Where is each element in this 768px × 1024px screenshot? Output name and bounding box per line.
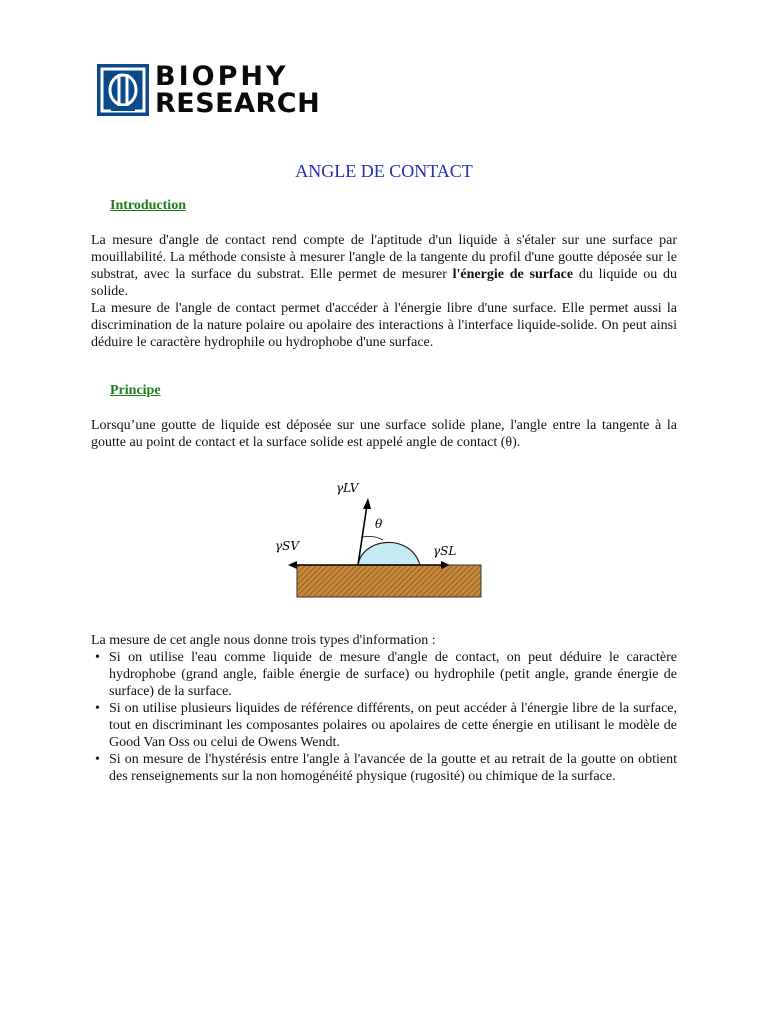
bullet-icon: •: [95, 650, 100, 665]
arrow-lv-head: [363, 498, 371, 509]
logo-text: [155, 63, 320, 117]
introduction-paragraph-1: [91, 232, 677, 300]
list-item-text: Si on utilise plusieurs liquides de référence différents, on peut accéder à l'énergie libre de la surface, tout en discriminant les composantes polaires ou apolaires de cette énergie en utilisant le modèle de Good Van Oss ou celui de Owens Wendt.: [109, 701, 677, 750]
information-intro: La mesure de cet angle nous donne trois types d'information :: [91, 633, 436, 648]
logo-line-1: BIOPHY: [155, 61, 289, 92]
intro-p1-bold: l'énergie de surface: [452, 267, 574, 282]
principe-heading: Principe: [110, 383, 161, 398]
logo-line-2: RESEARCH: [155, 88, 321, 119]
bullet-icon: •: [95, 752, 100, 767]
list-item: [91, 751, 677, 785]
introduction-paragraph-2: La mesure de l'angle de contact permet d'accéder à l'énergie libre d'une surface. Elle permet aussi la discrimination de la nature polaire ou apolaire des interactions à l'interface liquide-solide. On peut ainsi déduire le caractère hydrophile ou hydrophobe d'une surface.: [91, 301, 677, 350]
biophy-research-logo: [97, 63, 320, 117]
list-item-text: Si on mesure de l'hystérésis entre l'angle à l'avancée de la goutte et au retrait de la goutte on obtient des renseignements sur la non homogénéité physique (rugosité) ou chimique de la surface.: [109, 752, 677, 784]
information-section: [91, 632, 677, 785]
angle-arc: [363, 536, 383, 540]
intro-p1-text-b: du liquide ou du solide.: [91, 267, 677, 299]
logo-mark-icon: [97, 64, 149, 116]
list-item: [91, 700, 677, 751]
contact-angle-diagram: [270, 470, 490, 600]
introduction-body: [91, 232, 677, 351]
substrate: [297, 565, 481, 597]
list-item: [91, 649, 677, 700]
introduction-heading: Introduction: [110, 198, 186, 213]
label-gamma-lv: γLV: [336, 481, 359, 495]
page-title: ANGLE DE CONTACT: [295, 161, 473, 181]
label-gamma-sv: γSV: [275, 539, 300, 553]
label-theta: θ: [375, 517, 383, 531]
list-item-text: Si on utilise l'eau comme liquide de mesure d'angle de contact, on peut déduire le caractère hydrophobe (grand angle, faible énergie de surface) ou hydrophile (petit angle, grande énergie de surface) de la surface.: [109, 650, 677, 699]
intro-p1-text-a: La mesure d'angle de contact rend compte de l'aptitude d'un liquide à s'étaler sur une surface par mouillabilité. La méthode consiste à mesurer l'angle de la tangente du profil d'une goutte déposée sur le substrat, avec la surface du substrat. Elle permet de mesurer: [91, 233, 677, 282]
principe-paragraph: Lorsqu’une goutte de liquide est déposée sur une surface solide plane, l'angle entre la tangente à la goutte au point de contact et la surface solide est appelé angle de contact (θ).: [91, 418, 677, 450]
label-gamma-sl: γSL: [433, 544, 457, 558]
arrow-sv-head: [288, 561, 297, 569]
bullet-icon: •: [95, 701, 100, 716]
liquid-drop: [358, 542, 420, 565]
information-list: [91, 649, 677, 785]
principe-body: [91, 417, 677, 451]
